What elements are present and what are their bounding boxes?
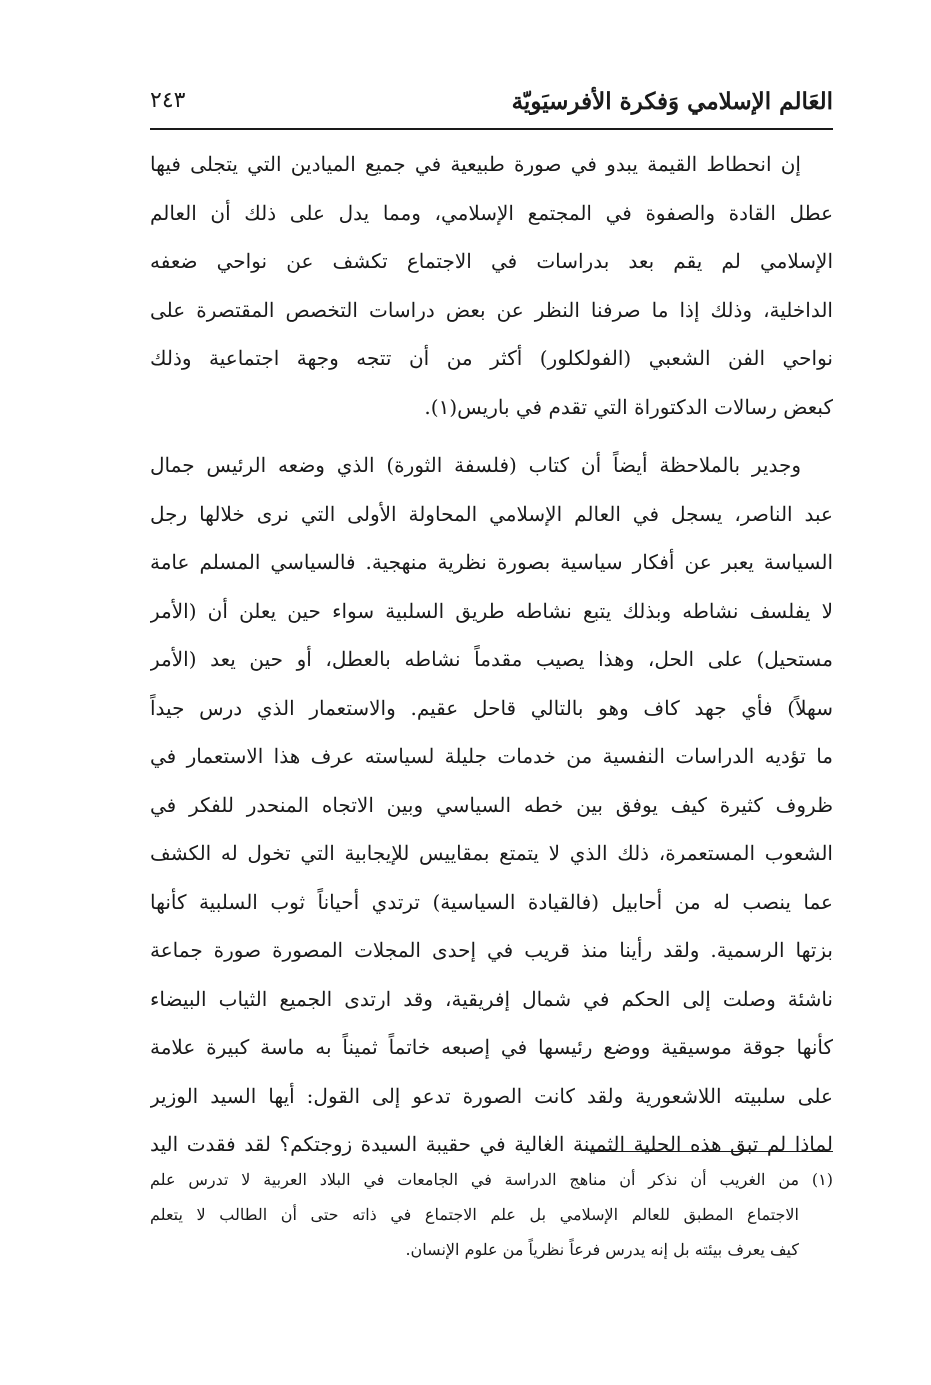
text-line: لماذا لم تبق هذه الحلية الثمينة الغالية في حقيبة السيدة زوجتكم؟ لقد فقدت اليد bbox=[150, 1132, 833, 1156]
text-line: الإسلامي لم يقم بعد بدراسات في الاجتماع تكشف عن نواحي ضعفه bbox=[150, 249, 833, 273]
text-line: مستحيل) على الحل، وهذا يصيب مقدماً نشاطه بالعطل، أو حين يعد (الأمر bbox=[150, 647, 833, 671]
text-line: كبعض رسالات الدكتوراة التي تقدم في باريس(١). bbox=[424, 394, 833, 419]
text-line: لا يفلسف نشاطه وبذلك يتبع نشاطه طريق السلبية سواء حين يعلن أن (الأمر bbox=[150, 598, 833, 623]
page-number: ٢٤٣ bbox=[150, 88, 186, 113]
paragraph-1 bbox=[150, 140, 833, 431]
text-line: عبد الناصر، يسجل في العالم الإسلامي المحاولة الأولى التي نرى خلالها رجل bbox=[150, 501, 833, 526]
text-line: بزتها الرسمية. ولقد رأينا منذ قريب في إحدى المجلات المصورة صورة جماعة bbox=[150, 938, 833, 962]
text-line: ناشئة وصلت إلى الحكم في شمال إفريقية، وقد ارتدى الجميع الثياب البيضاء bbox=[150, 986, 833, 1011]
text-line: عطل القادة والصفوة في المجتمع الإسلامي، ومما يدل على ذلك أن العالم bbox=[150, 200, 833, 225]
text-line: ما تؤديه الدراسات النفسية من خدمات جليلة لسياسته عرف هذا الاستعمار في bbox=[150, 744, 833, 768]
text-line: السياسة يعبر عن أفكار سياسية بصورة نظرية منهجية. فالسياسي المسلم عامة bbox=[150, 550, 833, 574]
footnote-line: (١) من الغريب أن نذكر أن مناهج الدراسة في الجامعات في البلاد العربية لا تدرس علم bbox=[150, 1170, 833, 1189]
paragraph-2 bbox=[150, 441, 833, 1169]
text-line: على سلبيته اللاشعورية ولقد كانت الصورة تدعو إلى القول: أيها السيد الوزير bbox=[150, 1083, 833, 1108]
text-line: الشعوب المستعمرة، ذلك الذي لا يتمتع بمقاييس للإيجابية التي تخول له الكشف bbox=[150, 841, 833, 865]
text-line: سهلاً) فأي جهد كاف وهو بالتالي قاحل عقيم. والاستعمار الذي درس جيداً bbox=[150, 695, 833, 720]
text-line: ظروف كثيرة كيف يوفق بين خطه السياسي وبين الاتجاه المنحدر للفكر في bbox=[150, 792, 833, 817]
text-line: إن انحطاط القيمة يبدو في صورة طبيعية في جميع الميادين التي يتجلى فيها bbox=[150, 152, 801, 176]
running-header bbox=[150, 84, 833, 130]
footnote-line: الاجتماع المطبق للعالم الإسلامي بل علم الاجتماع في ذاته حتى أن الطالب لا يتعلم bbox=[150, 1205, 799, 1224]
text-line: عما ينصب له من أحابيل (فالقيادة السياسية) ترتدي أحياناً ثوب السلبية كأنها bbox=[150, 889, 833, 914]
running-title: العَالم الإسلامي وَفكرة الأفرسيَويّة bbox=[511, 88, 833, 115]
text-line: نواحي الفن الشعبي (الفولكلور) أكثر من أن تتجه وجهة اجتماعية وذلك bbox=[150, 346, 833, 370]
text-line: وجدير بالملاحظة أيضاً أن كتاب (فلسفة الثورة) الذي وضعه الرئيس جمال bbox=[150, 453, 801, 477]
text-line: كأنها جوقة موسيقية ووضع رئيسها في إصبعه خاتماً ثميناً به ماسة كبيرة علامة bbox=[150, 1035, 833, 1059]
footnote-divider bbox=[590, 1151, 833, 1152]
footnote-1 bbox=[150, 1162, 833, 1267]
text-line: الداخلية، وذلك إذا ما صرفنا النظر عن بعض دراسات التخصص المقتصرة على bbox=[150, 297, 833, 322]
main-text bbox=[150, 140, 833, 1169]
footnote-line: كيف يعرف بيئته بل إنه يدرس فرعاً نظرياً من علوم الإنسان. bbox=[405, 1240, 799, 1259]
